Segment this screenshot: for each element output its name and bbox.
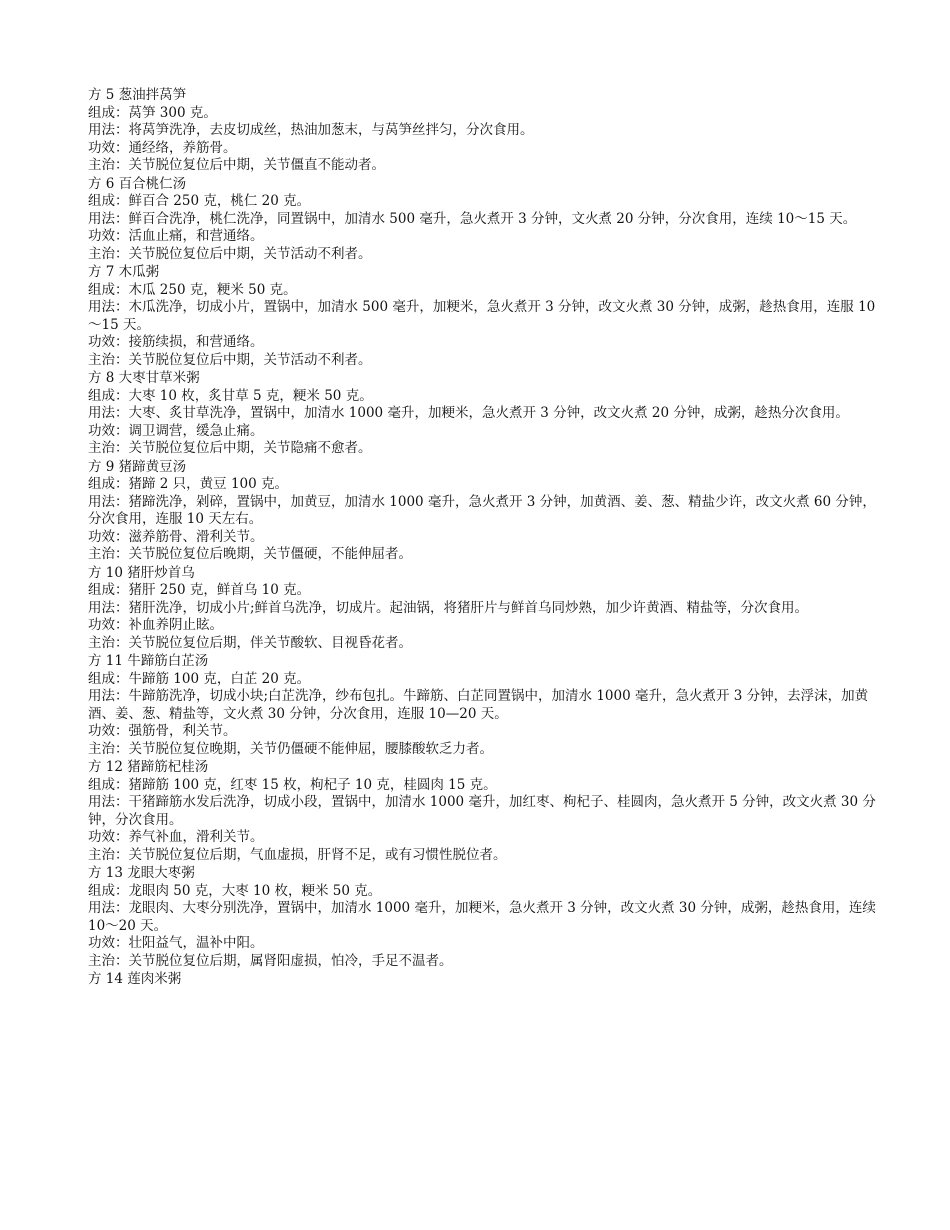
document-body [88, 86, 878, 989]
ingredients-line: 组成：猪蹄筋 100 克，红枣 15 枚，枸杞子 10 克，桂圆肉 15 克。 [88, 776, 497, 793]
indication-line: 主治：关节脱位复位后中期，关节活动不利者。 [88, 245, 372, 262]
method-line: 用法：龙眼肉、大枣分别洗净，置锅中，加清水 1000 毫升，加粳米，急火煮开 3 分钟，改文火煮 30 分钟，成粥，趁热食用，连续 10～20 天。 [88, 900, 876, 934]
ingredients-line: 组成：猪蹄 2 只，黄豆 100 克。 [88, 476, 289, 492]
effect-line: 功效：补血养阴止眩。 [88, 617, 223, 633]
ingredients-line: 组成：莴笋 300 克。 [88, 104, 217, 121]
method-line: 用法：将莴笋洗净，去皮切成丝，热油加葱末，与莴笋丝拌匀，分次食用。 [88, 122, 534, 138]
indication-line: 主治：关节脱位复位后期，属肾阳虚损，怕冷，手足不温者。 [88, 952, 453, 969]
recipe-title: 方 6 百合桃仁汤 [88, 175, 187, 192]
indication-line: 主治：关节脱位复位后中期，关节活动不利者。 [88, 351, 372, 368]
recipe-title: 方 9 猪蹄黄豆汤 [88, 458, 187, 475]
effect-line: 功效：接筋续损，和营通络。 [88, 334, 264, 350]
indication-line: 主治：关节脱位复位后晚期，关节僵硬，不能伸屈者。 [88, 546, 412, 562]
indication-line: 主治：关节脱位复位后中期，关节隐痛不愈者。 [88, 440, 372, 456]
indication-line: 主治：关节脱位复位后期，伴关节酸软、目视昏花者。 [88, 634, 412, 651]
method-line: 用法：干猪蹄筋水发后洗净，切成小段，置锅中，加清水 1000 毫升，加红枣、枸杞子、桂圆肉，急火煮开 5 分钟，改文火煮 30 分钟，分次食用。 [88, 794, 876, 828]
recipe-title: 方 11 牛蹄筋白芷汤 [88, 653, 209, 669]
recipe-title: 方 7 木瓜粥 [88, 264, 160, 280]
method-line: 用法：大枣、炙甘草洗净，置锅中，加清水 1000 毫升，加粳米，急火煮开 3 分钟，改文火煮 20 分钟，成粥，趁热分次食用。 [88, 405, 849, 421]
effect-line: 功效：活血止痛，和营通络。 [88, 228, 264, 244]
recipe-title: 方 13 龙眼大枣粥 [88, 865, 195, 881]
method-line: 用法：木瓜洗净，切成小片，置锅中，加清水 500 毫升，加粳米，急火煮开 3 分钟，改文火煮 30 分钟，成粥，趁热食用，连服 10～15 天。 [88, 299, 876, 333]
method-line: 用法：猪肝洗净，切成小片;鲜首乌洗净，切成片。起油锅，将猪肝片与鲜首乌同炒熟，加少许黄酒、精盐等，分次食用。 [88, 599, 809, 616]
effect-line: 功效：强筋骨，利关节。 [88, 723, 237, 739]
effect-line: 功效：壮阳益气，温补中阳。 [88, 935, 264, 951]
ingredients-line: 组成：牛蹄筋 100 克，白芷 20 克。 [88, 670, 311, 687]
indication-line: 主治：关节脱位复位后中期，关节僵直不能动者。 [88, 157, 385, 173]
method-line: 用法：鲜百合洗净，桃仁洗净，同置锅中，加清水 500 毫升，急火煮开 3 分钟，文火煮 20 分钟，分次食用，连续 10～15 天。 [88, 210, 857, 227]
indication-line: 主治：关节脱位复位后期，气血虚损，肝肾不足，或有习惯性脱位者。 [88, 846, 507, 863]
ingredients-line: 组成：鲜百合 250 克，桃仁 20 克。 [88, 193, 311, 209]
effect-line: 功效：养气补血，滑利关节。 [88, 829, 264, 845]
ingredients-line: 组成：龙眼肉 50 克，大枣 10 枚，粳米 50 克。 [88, 882, 382, 899]
method-line: 用法：猪蹄洗净，剁碎，置锅中，加黄豆，加清水 1000 毫升，急火煮开 3 分钟，加黄酒、姜、葱、精盐少许，改文火煮 60 分钟，分次食用，连服 10 天左右。 [88, 493, 876, 527]
indication-line: 主治：关节脱位复位晚期，关节仍僵硬不能伸屈，腰膝酸软乏力者。 [88, 740, 493, 757]
method-line: 用法：牛蹄筋洗净，切成小块;白芷洗净，纱布包扎。牛蹄筋、白芷同置锅中，加清水 1000 毫升，急火煮开 3 分钟，去浮沫，加黄酒、姜、葱、精盐等，文火煮 30 分钟，分次食用，连服 10—20 天。 [88, 688, 869, 722]
ingredients-line: 组成：猪肝 250 克，鲜首乌 10 克。 [88, 582, 311, 598]
effect-line: 功效：调卫调营，缓急止痛。 [88, 422, 264, 439]
recipe-title: 方 14 莲肉米粥 [88, 971, 182, 987]
effect-line: 功效：滋养筋骨、滑利关节。 [88, 528, 264, 545]
effect-line: 功效：通经络，养筋骨。 [88, 139, 237, 156]
recipe-title: 方 5 葱油拌莴笋 [88, 87, 187, 103]
recipe-title: 方 8 大枣甘草米粥 [88, 370, 200, 386]
ingredients-line: 组成：木瓜 250 克，粳米 50 克。 [88, 281, 297, 298]
recipe-title: 方 12 猪蹄筋杞桂汤 [88, 759, 209, 775]
ingredients-line: 组成：大枣 10 枚，炙甘草 5 克，粳米 50 克。 [88, 387, 373, 404]
recipe-title: 方 10 猪肝炒首乌 [88, 564, 195, 581]
